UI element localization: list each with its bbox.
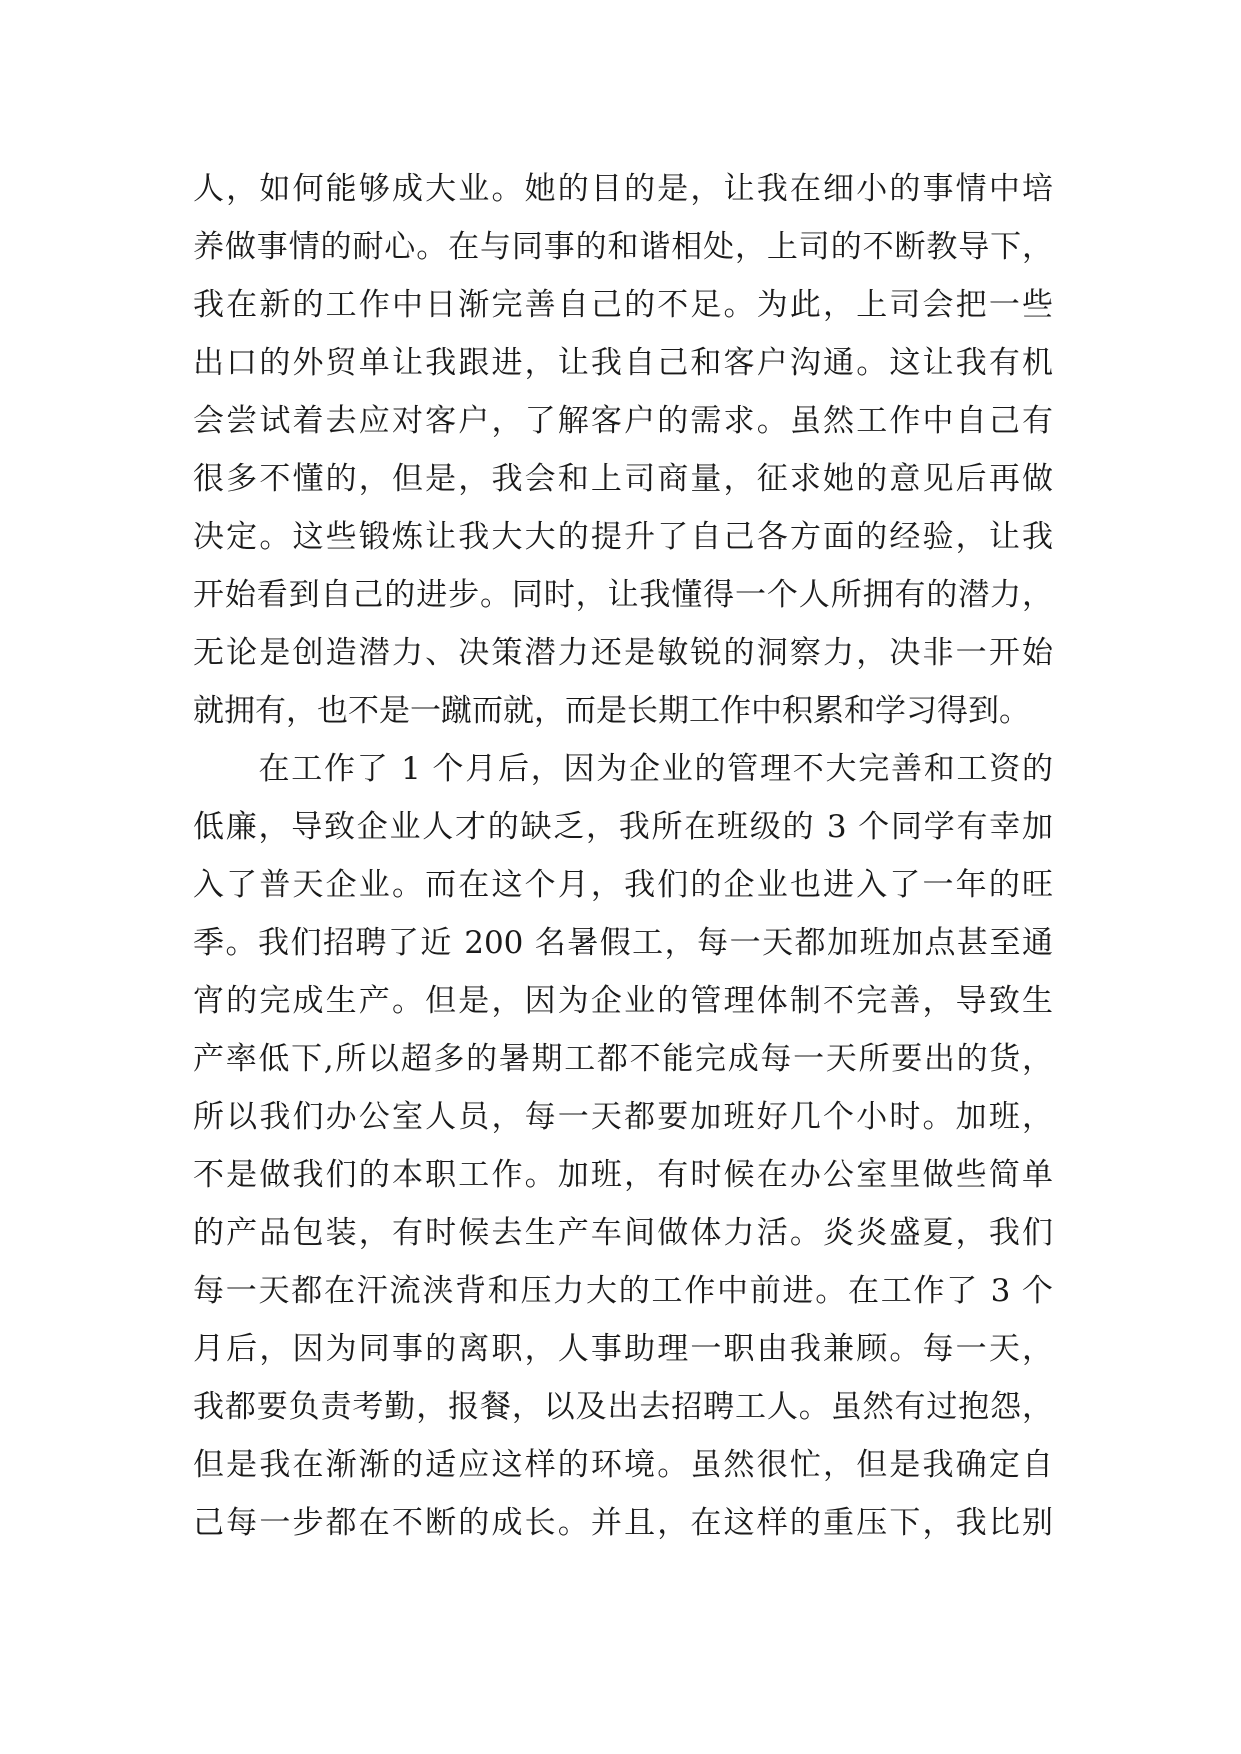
text-line: 人，如何能够成大业。她的目的是，让我在细小的事情中培 — [193, 171, 1053, 207]
text-line: 季。我们招聘了近 200 名暑假工，每一天都加班加点甚至通 — [193, 925, 1053, 961]
text-line: 就拥有，也不是一蹴而就，而是长期工作中积累和学习得到。 — [193, 693, 1030, 729]
text-line: 的产品包装，有时候去生产车间做体力活。炎炎盛夏，我们 — [193, 1215, 1053, 1251]
text-line: 不是做我们的本职工作。加班，有时候在办公室里做些简单 — [193, 1157, 1053, 1193]
text-line: 决定。这些锻炼让我大大的提升了自己各方面的经验，让我 — [193, 519, 1053, 555]
text-line: 每一天都在汗流浃背和压力大的工作中前进。在工作了 3 个 — [193, 1273, 1053, 1309]
text-line: 月后，因为同事的离职，人事助理一职由我兼顾。每一天， — [193, 1331, 1053, 1367]
text-line: 低廉，导致企业人才的缺乏，我所在班级的 3 个同学有幸加 — [193, 809, 1053, 845]
text-line: 我都要负责考勤，报餐，以及出去招聘工人。虽然有过抱怨， — [193, 1389, 1053, 1425]
text-line: 入了普天企业。而在这个月，我们的企业也进入了一年的旺 — [193, 867, 1053, 903]
text-line: 我在新的工作中日渐完善自己的不足。为此，上司会把一些 — [193, 287, 1053, 323]
text-line: 但是我在渐渐的适应这样的环境。虽然很忙，但是我确定自 — [193, 1447, 1053, 1483]
text-line: 开始看到自己的进步。同时，让我懂得一个人所拥有的潜力， — [193, 577, 1053, 613]
text-line: 产率低下,所以超多的暑期工都不能完成每一天所要出的货， — [193, 1041, 1053, 1077]
text-line: 在工作了 1 个月后，因为企业的管理不大完善和工资的 — [193, 751, 1053, 787]
text-line: 所以我们办公室人员，每一天都要加班好几个小时。加班， — [193, 1099, 1053, 1135]
text-line: 己每一步都在不断的成长。并且，在这样的重压下，我比别 — [193, 1505, 1053, 1541]
text-line: 无论是创造潜力、决策潜力还是敏锐的洞察力，决非一开始 — [193, 635, 1053, 671]
text-line: 养做事情的耐心。在与同事的和谐相处，上司的不断教导下， — [193, 229, 1053, 265]
text-line: 出口的外贸单让我跟进，让我自己和客户沟通。这让我有机 — [193, 345, 1053, 381]
body-text — [193, 160, 1053, 1552]
text-line: 很多不懂的，但是，我会和上司商量，征求她的意见后再做 — [193, 461, 1053, 497]
text-line: 宵的完成生产。但是，因为企业的管理体制不完善，导致生 — [193, 983, 1053, 1019]
text-line: 会尝试着去应对客户，了解客户的需求。虽然工作中自己有 — [193, 403, 1053, 439]
